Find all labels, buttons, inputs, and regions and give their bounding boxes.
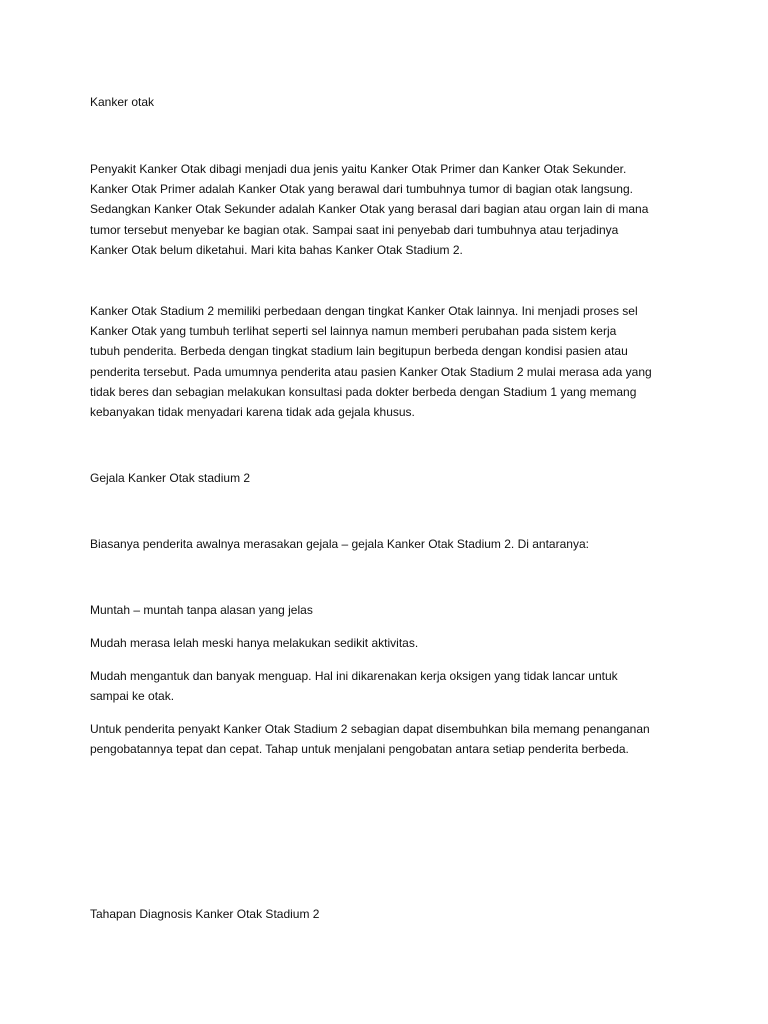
stadium-line: Kanker Otak Stadium 2 memiliki perbedaan dengan tingkat Kanker Otak lainnya. Ini menjadi proses sel bbox=[90, 304, 638, 318]
intro-paragraph bbox=[90, 159, 690, 260]
symptoms-heading: Gejala Kanker Otak stadium 2 bbox=[90, 471, 251, 485]
stadium-line: kebanyakan tidak menyadari karena tidak ada gejala khusus. bbox=[90, 405, 415, 420]
intro-line: Kanker Otak belum diketahui. Mari kita bahas Kanker Otak Stadium 2. bbox=[90, 242, 463, 257]
intro-line: Kanker Otak Primer adalah Kanker Otak yang berawal dari tumbuhnya tumor di bagian otak langsung. bbox=[90, 182, 633, 197]
intro-line: Sedangkan Kanker Otak Sekunder adalah Kanker Otak yang berasal dari bagian atau organ lain di mana bbox=[90, 202, 649, 217]
stadium-paragraph bbox=[90, 301, 690, 422]
stadium-line: tubuh penderita. Berbeda dengan tingkat stadium lain begitupun berbeda dengan kondisi pasien atau bbox=[90, 344, 628, 359]
symptom-item: Mudah mengantuk dan banyak menguap. Hal ini dikarenakan kerja oksigen yang tidak lancar untuk sampai ke otak. bbox=[90, 669, 618, 704]
diagnosis-heading: Tahapan Diagnosis Kanker Otak Stadium 2 bbox=[90, 907, 320, 921]
symptom-item: Muntah – muntah tanpa alasan yang jelas bbox=[90, 603, 313, 617]
treatment-paragraph: Untuk penderita penyakt Kanker Otak Stadium 2 sebagian dapat disembuhkan bila memang penanganan pengobatannya tepat dan cepat. Tahap untuk menjalani pengobatan antara setiap penderita berbeda. bbox=[90, 722, 650, 757]
stadium-line: tidak beres dan sebagian melakukan konsultasi pada dokter berbeda dengan Stadium 1 yang memang bbox=[90, 384, 637, 399]
intro-line: Penyakit Kanker Otak dibagi menjadi dua jenis yaitu Kanker Otak Primer dan Kanker Otak Sekunder. bbox=[90, 162, 627, 176]
stadium-line: Kanker Otak yang tumbuh terlihat seperti sel lainnya namun memberi perubahan pada sistem kerja bbox=[90, 324, 617, 339]
intro-line: tumor tersebut menyebar ke bagian otak. Sampai saat ini penyebab dari tumbuhnya atau terjadinya bbox=[90, 222, 619, 237]
symptoms-intro: Biasanya penderita awalnya merasakan gejala – gejala Kanker Otak Stadium 2. Di antaranya: bbox=[90, 537, 589, 551]
symptom-item: Mudah merasa lelah meski hanya melakukan sedikit aktivitas. bbox=[90, 636, 419, 650]
document-title: Kanker otak bbox=[90, 95, 155, 109]
stadium-line: penderita tersebut. Pada umumnya penderita atau pasien Kanker Otak Stadium 2 mulai merasa ada yang bbox=[90, 364, 652, 379]
